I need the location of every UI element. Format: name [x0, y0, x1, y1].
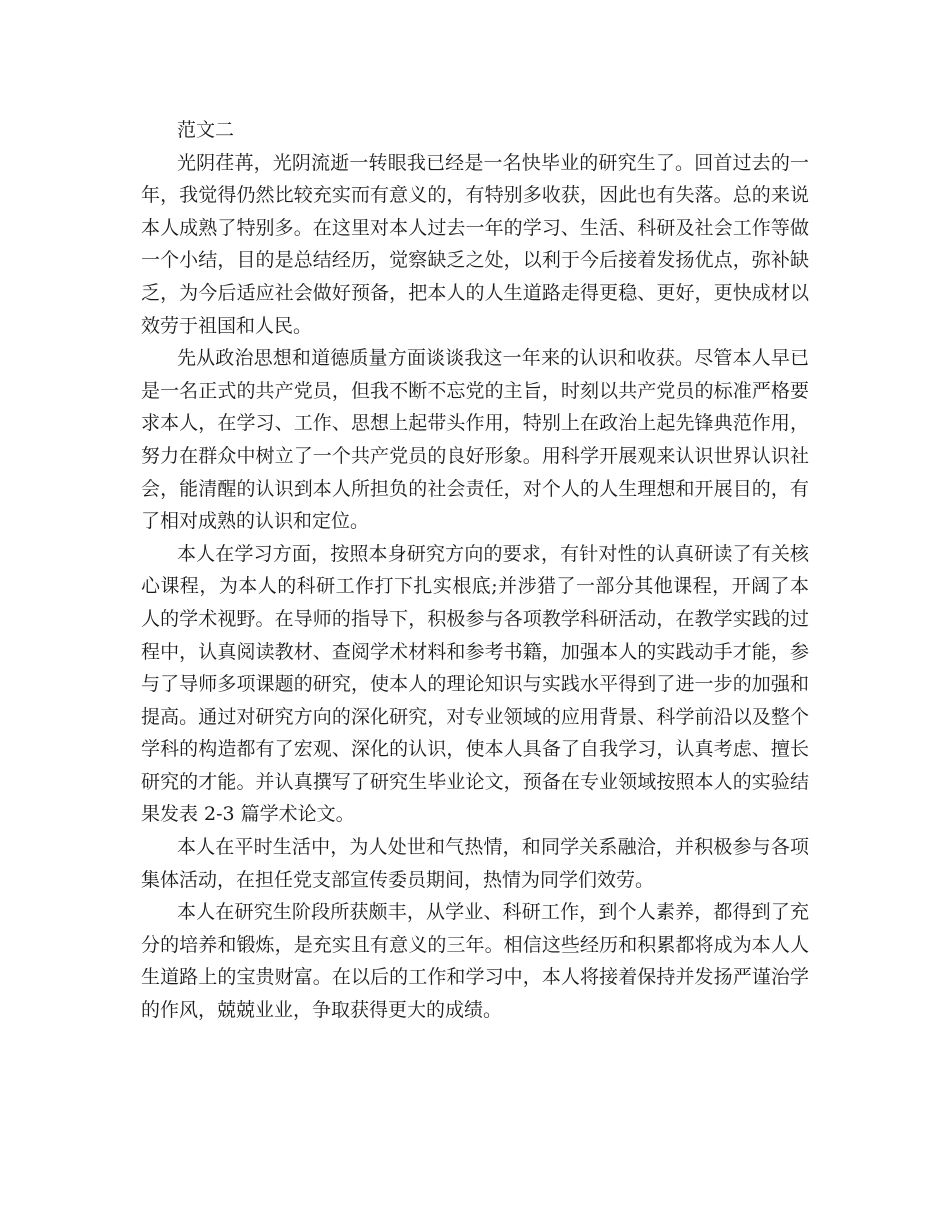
paragraph-5: 本人在研究生阶段所获颇丰，从学业、科研工作，到个人素养，都得到了充分的培养和锻炼，是充实且有意义的三年。相信这些经历和积累都将成为本人人生道路上的宝贵财富。在以后的工作和学习中，本人将接着保持并发扬严谨治学的作风，兢兢业业，争取获得更大的成绩。: [141, 901, 809, 1022]
section-heading: 范文二: [177, 119, 235, 141]
paragraph-1: 光阴荏苒，光阴流逝一转眼我已经是一名快毕业的研究生了。回首过去的一年，我觉得仍然比较充实而有意义的，有特别多收获，因此也有失落。总的来说本人成熟了特别多。在这里对本人过去一年的学习、生活、科研及社会工作等做一个小结，目的是总结经历，觉察缺乏之处，以利于今后接着发扬优点，弥补缺乏，为今后适应社会做好预备，把本人的人生道路走得更稳、更好，更快成材以效劳于祖国和人民。: [141, 151, 809, 337]
paragraph-2: 先从政治思想和道德质量方面谈谈我这一年来的认识和收获。尽管本人早已是一名正式的共产党员，但我不断不忘党的主旨，时刻以共产党员的标准严格要求本人，在学习、工作、思想上起带头作用，特别上在政治上起先锋典范作用，努力在群众中树立了一个共产党员的良好形象。用科学开展观来认识世界认识社会，能清醒的认识到本人所担负的社会责任，对个人的人生理想和开展目的，有了相对成熟的认识和定位。: [141, 347, 809, 533]
paragraph-4: 本人在平时生活中，为人处世和气热情，和同学关系融洽，并积极参与各项集体活动，在担任党支部宣传委员期间，热情为同学们效劳。: [141, 836, 809, 891]
document-body: [141, 114, 809, 1027]
paragraph-3: 本人在学习方面，按照本身研究方向的要求，有针对性的认真研读了有关核心课程，为本人的科研工作打下扎实根底;并涉猎了一部分其他课程，开阔了本人的学术视野。在导师的指导下，积极参与各项教学科研活动，在教学实践的过程中，认真阅读教材、查阅学术材料和参考书籍，加强本人的实践动手才能，参与了导师多项课题的研究，使本人的理论知识与实践水平得到了进一步的加强和提高。通过对研究方向的深化研究，对专业领域的应用背景、科学前沿以及整个学科的构造都有了宏观、深化的认识，使本人具备了自我学习，认真考虑、擅长研究的才能。并认真撰写了研究生毕业论文，预备在专业领域按照本人的实验结果发表 2-3 篇学术论文。: [141, 542, 809, 826]
